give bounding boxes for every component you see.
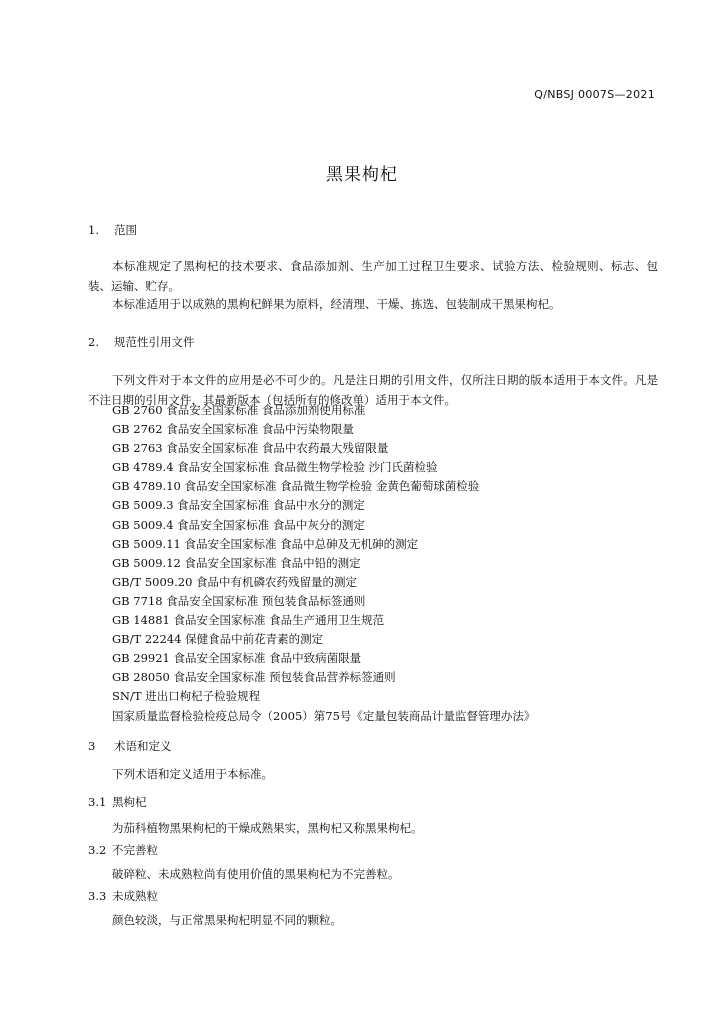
section-title: 范围 xyxy=(114,223,137,237)
reference-item: 国家质量监督检验检疫总局令（2005）第75号《定量包装商品计量监督管理办法》 xyxy=(112,708,536,723)
normative-intro: 下列文件对于本文件的应用是必不可少的。凡是注日期的引用文件，仅所注日期的版本适用于本文件。凡是不注日期的引用文件，其最新版本（包括所有的修改单）适用于本文件。 xyxy=(88,373,658,407)
document-title: 黑果枸杞 xyxy=(326,165,398,185)
reference-item: GB 2763 食品安全国家标准 食品中农药最大残留限量 xyxy=(112,441,389,456)
reference-item: GB 5009.12 食品安全国家标准 食品中铅的测定 xyxy=(112,555,361,570)
section-heading-scope xyxy=(88,222,137,238)
term-name: 未成熟粒 xyxy=(112,889,158,903)
reference-item: GB/T 22244 保健食品中前花青素的测定 xyxy=(112,632,324,647)
section-number: 3 xyxy=(88,739,96,753)
term-name: 黑枸杞 xyxy=(112,795,147,809)
reference-item: GB 14881 食品安全国家标准 食品生产通用卫生规范 xyxy=(112,613,385,628)
term-number: 3.2 xyxy=(88,843,107,857)
term-heading xyxy=(88,842,158,858)
reference-item: GB 4789.4 食品安全国家标准 食品微生物学检验 沙门氏菌检验 xyxy=(112,460,438,475)
term-definition: 破碎粒、未成熟粒尚有使用价值的黑果枸杞为不完善粒。 xyxy=(112,867,400,881)
reference-item: GB 5009.3 食品安全国家标准 食品中水分的测定 xyxy=(112,498,365,513)
term-definition: 为茄科植物黑果枸杞的干燥成熟果实，黑枸杞又称黑果枸杞。 xyxy=(112,821,423,835)
term-number: 3.3 xyxy=(88,889,107,903)
reference-list xyxy=(112,401,535,726)
reference-item: GB/T 5009.20 食品中有机磷农药残留量的测定 xyxy=(112,574,358,589)
scope-paragraph-2: 本标准适用于以成熟的黑枸杞鲜果为原料，经清理、干燥、拣选、包装制成干黑果枸杞。 xyxy=(112,297,561,311)
reference-item: GB 5009.4 食品安全国家标准 食品中灰分的测定 xyxy=(112,517,365,532)
term-heading xyxy=(88,888,158,904)
reference-item: SN/T 进出口枸杞子检验规程 xyxy=(112,689,261,704)
reference-item: GB 2762 食品安全国家标准 食品中污染物限量 xyxy=(112,422,354,437)
term-number: 3.1 xyxy=(88,795,107,809)
section-heading-terms xyxy=(88,738,172,754)
standard-code: Q/NBSJ 0007S—2021 xyxy=(534,88,655,101)
reference-item: GB 4789.10 食品安全国家标准 食品微生物学检验 金黄色葡萄球菌检验 xyxy=(112,479,480,494)
term-name: 不完善粒 xyxy=(112,843,158,857)
terms-intro: 下列术语和定义适用于本标准。 xyxy=(112,767,273,781)
section-number: 1. xyxy=(88,223,99,237)
term-heading xyxy=(88,794,147,810)
reference-item: GB 7718 食品安全国家标准 预包装食品标签通则 xyxy=(112,593,366,608)
reference-item: GB 5009.11 食品安全国家标准 食品中总砷及无机砷的测定 xyxy=(112,536,419,551)
reference-item: GB 28050 食品安全国家标准 预包装食品营养标签通则 xyxy=(112,670,396,685)
scope-paragraph-1: 本标准规定了黑枸杞的技术要求、食品添加剂、生产加工过程卫生要求、试验方法、检验规则、标志、包装、运输、贮存。 xyxy=(88,259,658,293)
reference-item: GB 29921 食品安全国家标准 食品中致病菌限量 xyxy=(112,651,362,666)
section-number: 2. xyxy=(88,335,99,349)
section-heading-normative xyxy=(88,334,195,350)
section-title: 术语和定义 xyxy=(114,739,172,753)
section-title: 规范性引用文件 xyxy=(114,335,195,349)
reference-item: GB 2760 食品安全国家标准 食品添加剂使用标准 xyxy=(112,403,366,417)
term-definition: 颜色较淡，与正常黑果枸杞明显不同的颗粒。 xyxy=(112,913,342,927)
